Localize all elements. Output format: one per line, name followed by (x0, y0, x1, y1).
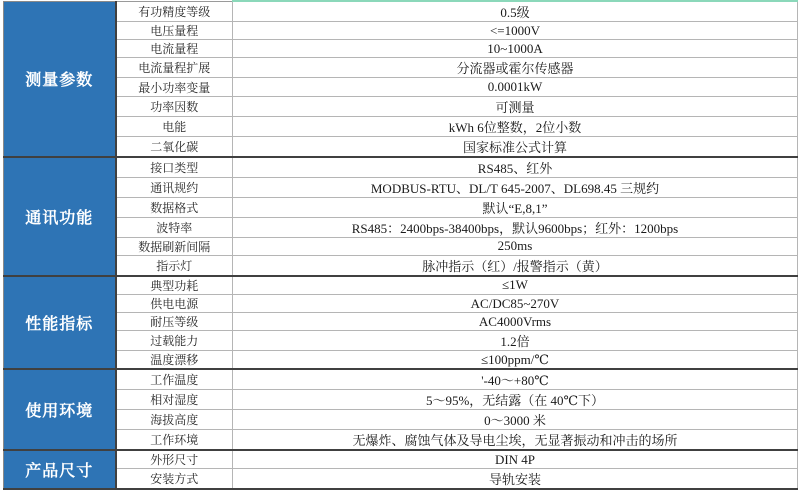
section-dimensions (4, 450, 798, 489)
param-label: 工作环境 (116, 430, 233, 451)
spec-row (4, 450, 798, 469)
param-value: 脉冲指示（红）/报警指示（黄） (233, 255, 798, 276)
spec-row (4, 1, 798, 22)
param-label: 供电电源 (116, 294, 233, 312)
param-value: '-40～+80℃ (233, 369, 798, 390)
spec-row (4, 78, 798, 96)
spec-row (4, 369, 798, 390)
section-performance (4, 276, 798, 369)
param-value: 国家标准公式计算 (233, 136, 798, 157)
section-header: 测量参数 (4, 1, 116, 157)
param-value: AC/DC85~270V (233, 294, 798, 312)
param-label: 数据格式 (116, 197, 233, 217)
param-label: 数据刷新间隔 (116, 237, 233, 255)
spec-row (4, 177, 798, 197)
param-label: 典型功耗 (116, 276, 233, 295)
param-label: 工作温度 (116, 369, 233, 390)
param-label: 温度漂移 (116, 351, 233, 370)
spec-row (4, 255, 798, 276)
spec-row (4, 351, 798, 370)
param-value: <=1000V (233, 22, 798, 40)
param-value: 0.0001kW (233, 78, 798, 96)
param-value: ≤1W (233, 276, 798, 295)
param-label: 安装方式 (116, 469, 233, 490)
param-label: 电流量程 (116, 40, 233, 58)
spec-row (4, 96, 798, 116)
param-value: 250ms (233, 237, 798, 255)
param-label: 海拔高度 (116, 410, 233, 430)
spec-row (4, 276, 798, 295)
param-label: 功率因数 (116, 96, 233, 116)
param-value: RS485：2400bps-38400bps，默认9600bps；红外：1200bps (233, 217, 798, 237)
param-label: 外形尺寸 (116, 450, 233, 469)
param-label: 相对湿度 (116, 390, 233, 410)
spec-row (4, 430, 798, 451)
spec-row (4, 237, 798, 255)
param-label: 最小功率变量 (116, 78, 233, 96)
spec-row (4, 116, 798, 136)
spec-row (4, 313, 798, 331)
param-value: 5～95%，无结露（在 40℃下） (233, 390, 798, 410)
param-value: MODBUS-RTU、DL/T 645-2007、DL698.45 三规约 (233, 177, 798, 197)
spec-row (4, 390, 798, 410)
spec-row (4, 58, 798, 78)
param-value: 可测量 (233, 96, 798, 116)
spec-row (4, 136, 798, 157)
param-label: 电能 (116, 116, 233, 136)
spec-row (4, 294, 798, 312)
param-label: 有功精度等级 (116, 1, 233, 22)
spec-row (4, 410, 798, 430)
param-value: 1.2倍 (233, 331, 798, 351)
param-value: RS485、红外 (233, 157, 798, 178)
spec-row (4, 331, 798, 351)
param-label: 电流量程扩展 (116, 58, 233, 78)
spec-row (4, 157, 798, 178)
param-label: 接口类型 (116, 157, 233, 178)
section-communication (4, 157, 798, 276)
param-value: 0.5级 (233, 1, 798, 22)
param-value: kWh 6位整数，2位小数 (233, 116, 798, 136)
param-label: 二氧化碳 (116, 136, 233, 157)
section-header: 通讯功能 (4, 157, 116, 276)
spec-table (3, 0, 798, 490)
param-label: 耐压等级 (116, 313, 233, 331)
section-header: 使用环境 (4, 369, 116, 450)
param-label: 电压量程 (116, 22, 233, 40)
param-value: 分流器或霍尔传感器 (233, 58, 798, 78)
spec-row (4, 40, 798, 58)
spec-row (4, 197, 798, 217)
param-value: 无爆炸、腐蚀气体及导电尘埃，无显著振动和冲击的场所 (233, 430, 798, 451)
section-header: 产品尺寸 (4, 450, 116, 489)
section-environment (4, 369, 798, 450)
param-value: ≤100ppm/℃ (233, 351, 798, 370)
param-label: 过载能力 (116, 331, 233, 351)
param-label: 通讯规约 (116, 177, 233, 197)
spec-row (4, 469, 798, 490)
param-label: 指示灯 (116, 255, 233, 276)
param-value: AC4000Vrms (233, 313, 798, 331)
param-value: 0～3000 米 (233, 410, 798, 430)
param-label: 波特率 (116, 217, 233, 237)
param-value: 导轨安装 (233, 469, 798, 490)
spec-row (4, 22, 798, 40)
param-value: DIN 4P (233, 450, 798, 469)
section-measurement (4, 1, 798, 157)
spec-row (4, 217, 798, 237)
param-value: 默认“E,8,1” (233, 197, 798, 217)
section-header: 性能指标 (4, 276, 116, 369)
param-value: 10~1000A (233, 40, 798, 58)
